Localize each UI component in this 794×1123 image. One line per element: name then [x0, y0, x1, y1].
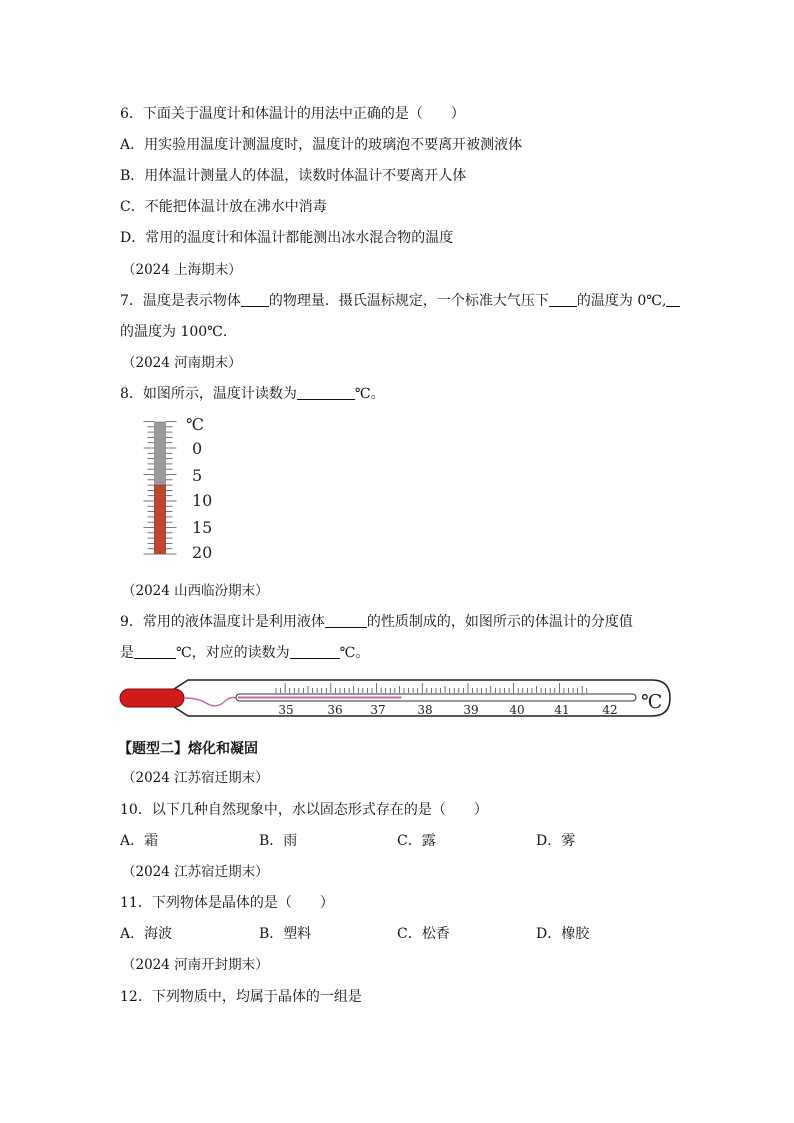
q8-text-1: 8．如图所示，温度计读数为 [120, 386, 297, 402]
q9-text-1: 9．常用的液体温度计是利用液体 [120, 614, 325, 630]
thermometer-label-10: 10 [192, 491, 213, 510]
thermometer-label-15: 15 [192, 518, 213, 537]
clinical-label-39: 39 [463, 703, 479, 717]
clinical-label-36: 36 [327, 703, 343, 717]
q9-text-4: ℃，对应的读数为 [176, 645, 290, 661]
thermometer-label-20: 20 [192, 543, 213, 562]
q9-source: （2024 山西临汾期末） [122, 583, 269, 599]
q11-stem: 11．下列物体是晶体的是（ ） [120, 895, 334, 911]
q8-stem [120, 385, 385, 403]
q8-source: （2024 河南期末） [122, 355, 242, 371]
q11-option-b: B．塑料 [259, 926, 312, 942]
q10-stem: 10．以下几种自然现象中，水以固态形式存在的是（ ） [120, 802, 488, 818]
q7-text-3: 的温度为 0℃, [576, 293, 667, 309]
q7-source: （2024 上海期末） [122, 262, 242, 278]
q9-text-2: 的性质制成的，如图所示的体温计的分度值 [366, 614, 633, 630]
q9-blank-2[interactable] [134, 644, 176, 659]
clinical-label-35: 35 [278, 703, 294, 717]
thermometer-label-5: 5 [192, 466, 203, 485]
q7-stem-line2: 的温度为 100℃. [120, 324, 228, 340]
clinical-thermometer-figure [118, 676, 674, 724]
q9-text-3: 是 [120, 645, 134, 661]
clinical-thermometer-unit: ℃ [641, 691, 663, 713]
section-title: 【题型二】熔化和凝固 [118, 741, 258, 757]
q10-option-b: B．雨 [259, 833, 298, 849]
q9-stem-line2 [120, 644, 369, 662]
clinical-label-37: 37 [370, 703, 386, 717]
thermometer-unit: ℃ [186, 415, 204, 434]
q7-blank-2[interactable] [549, 292, 577, 307]
q9-blank-1[interactable] [325, 613, 367, 628]
clinical-label-42: 42 [602, 703, 618, 717]
q9-stem-line1 [120, 613, 633, 631]
q11-source: （2024 江苏宿迁期末） [122, 864, 269, 880]
q6-stem: 6．下面关于温度计和体温计的用法中正确的是（ ） [120, 106, 465, 122]
q8-text-2: ℃。 [354, 386, 385, 402]
clinical-thermometer-bulb [120, 689, 184, 707]
clinical-thermometer-liquid [238, 697, 401, 699]
q7-blank-1[interactable] [241, 292, 269, 307]
thermometer-liquid [155, 485, 166, 554]
thermometer-label-0: 0 [192, 439, 203, 458]
q10-source: （2024 江苏宿迁期末） [122, 770, 269, 786]
q10-option-a: A．霜 [120, 833, 159, 849]
q10-option-d: D．雾 [536, 833, 576, 849]
q12-stem: 12．下列物质中，均属于晶体的一组是 [120, 989, 362, 1005]
q6-option-d: D．常用的温度计和体温计都能测出冰水混合物的温度 [120, 230, 454, 246]
q11-option-c: C．松香 [397, 926, 450, 942]
q9-text-5: ℃。 [339, 645, 370, 661]
q12-source: （2024 河南开封期末） [122, 957, 269, 973]
q6-option-c: C．不能把体温计放在沸水中消毒 [120, 199, 327, 215]
clinical-label-38: 38 [417, 703, 433, 717]
q7-text-2: 的物理量．摄氏温标规定，一个标准大气压下 [268, 293, 549, 309]
q7-text-1: 7．温度是表示物体 [120, 293, 241, 309]
q6-option-b: B．用体温计测量人的体温，读数时体温计不要离开人体 [120, 168, 467, 184]
clinical-label-40: 40 [509, 703, 525, 717]
q9-blank-3[interactable] [290, 644, 340, 659]
q11-option-d: D．橡胶 [536, 926, 590, 942]
clinical-label-41: 41 [554, 703, 570, 717]
q6-option-a: A．用实验用温度计测温度时，温度计的玻璃泡不要离开被测液体 [120, 137, 523, 153]
q10-option-c: C．露 [397, 833, 436, 849]
lab-thermometer-figure [126, 414, 226, 564]
q7-blank-3[interactable] [666, 292, 680, 307]
q7-stem-line1 [120, 292, 680, 310]
q8-blank[interactable] [297, 385, 355, 400]
q11-option-a: A．海波 [120, 926, 173, 942]
